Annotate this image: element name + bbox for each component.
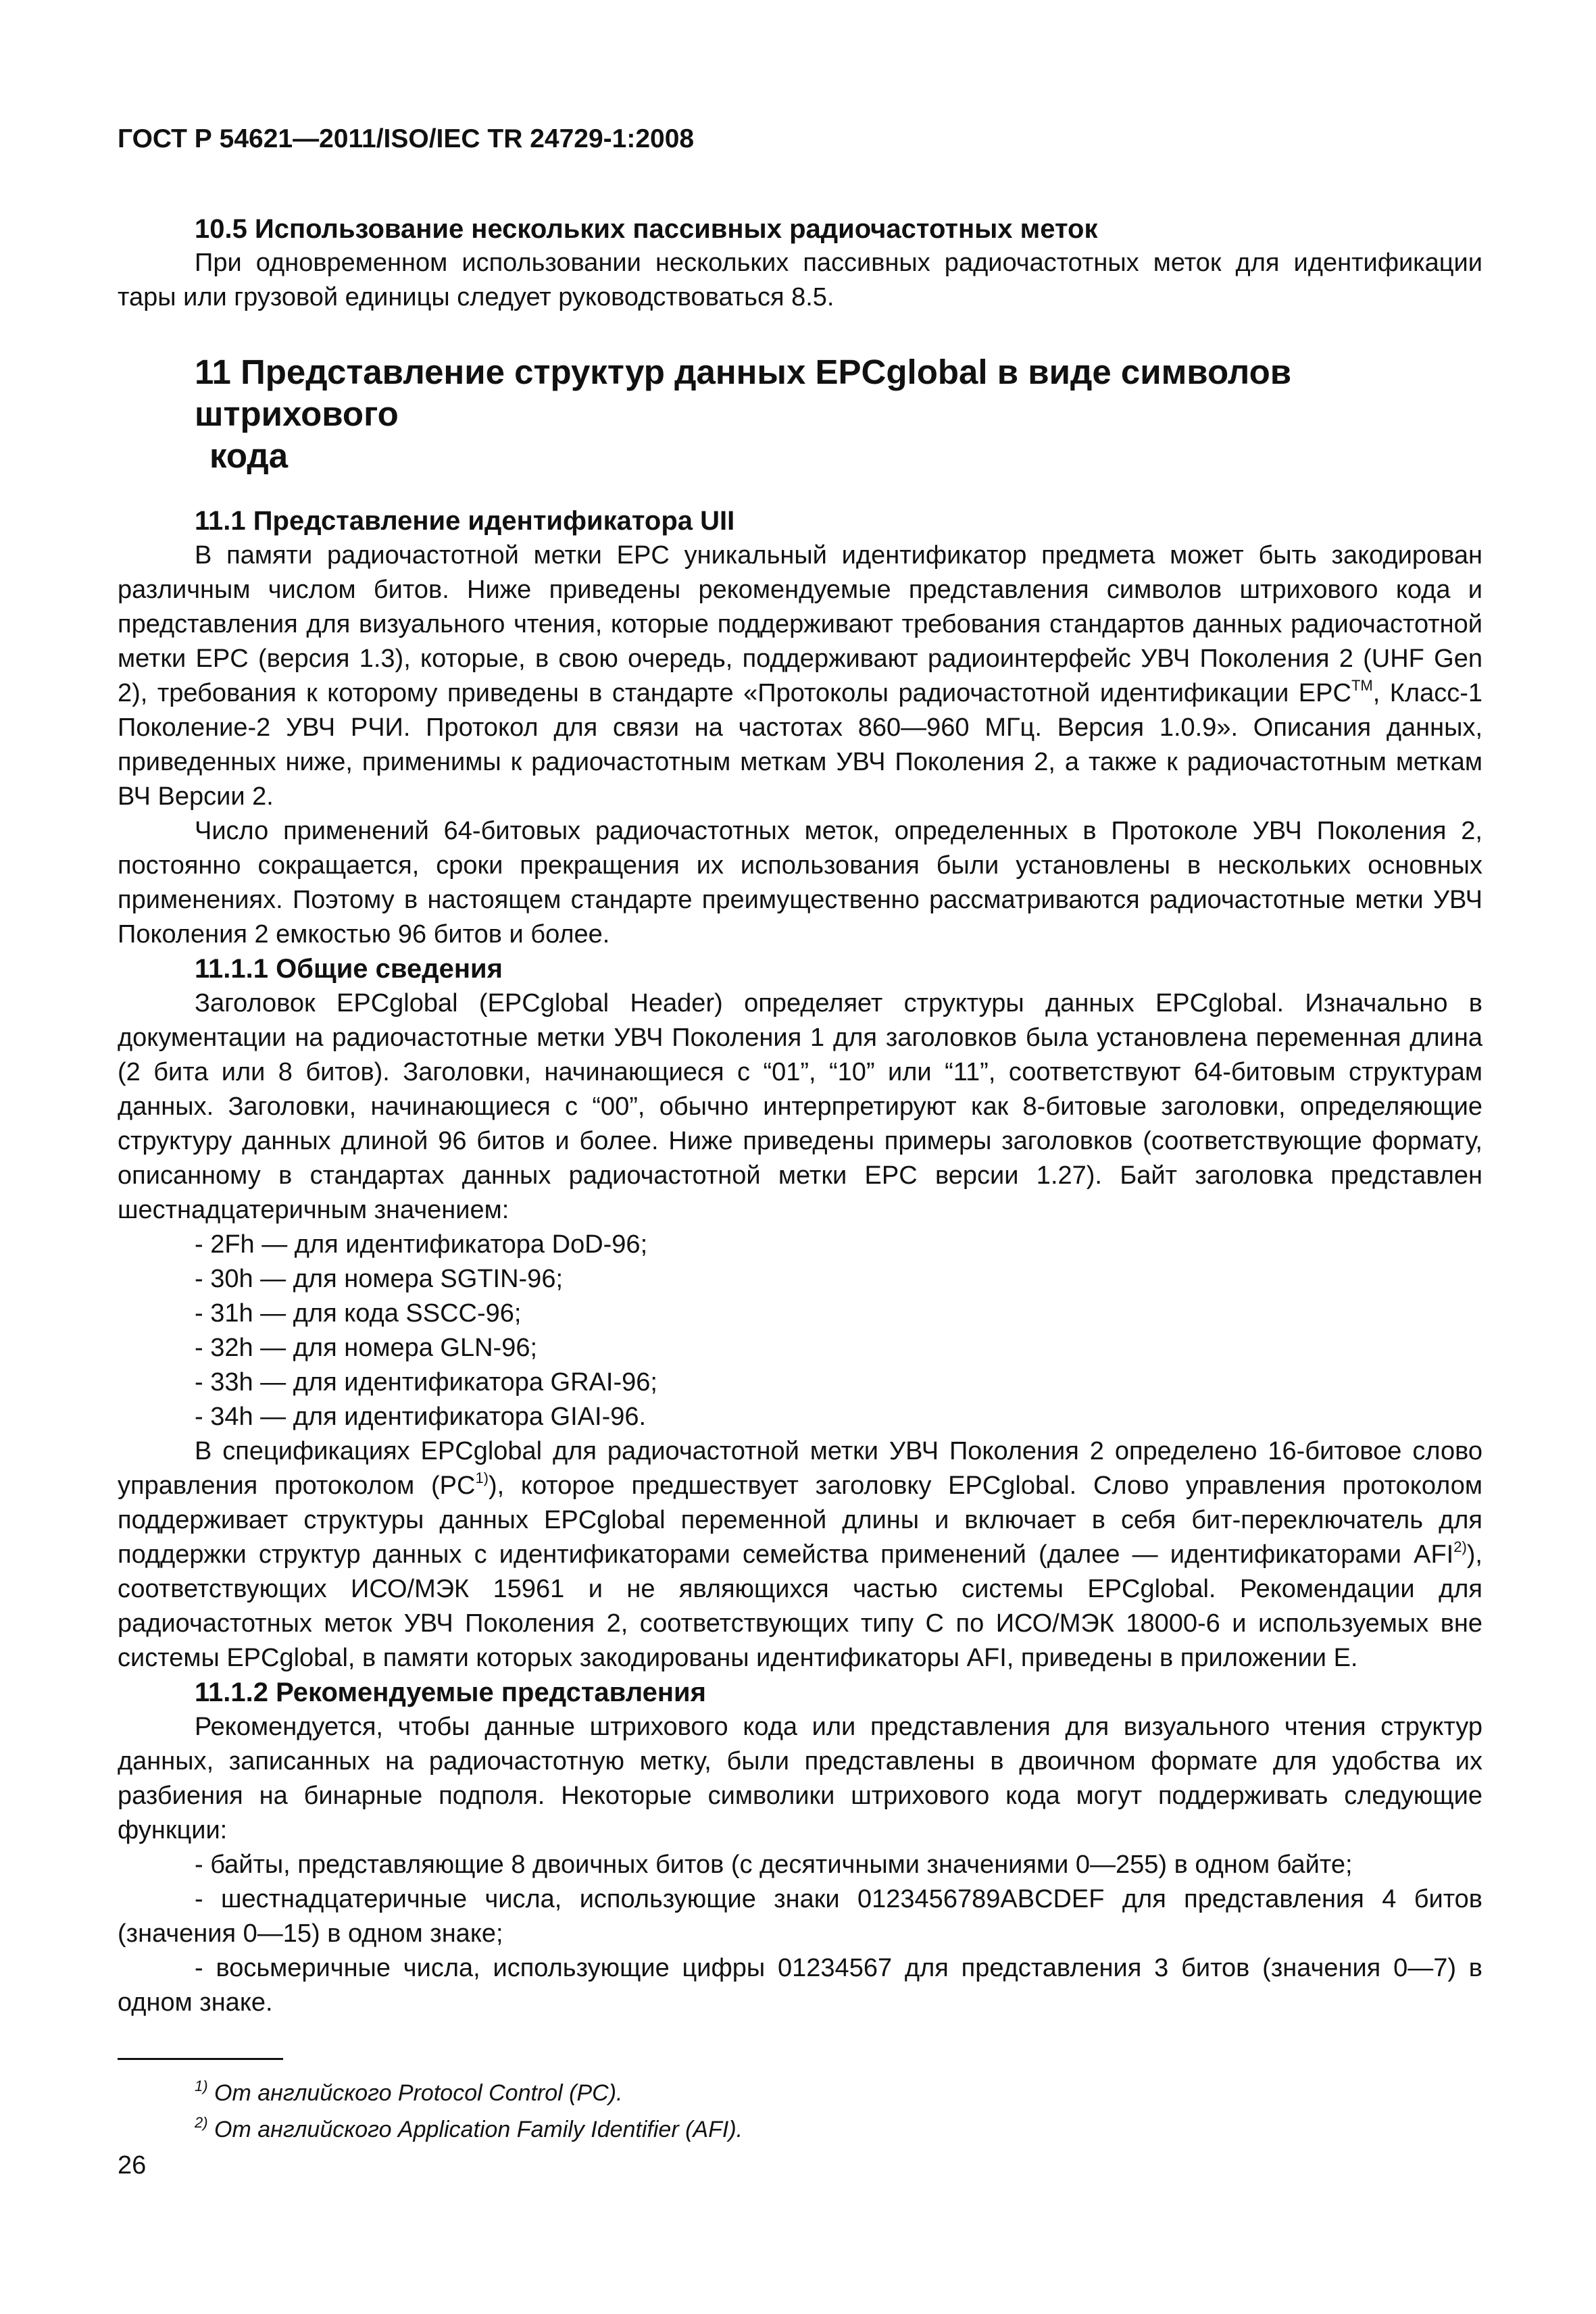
section-11-1-1-paragraph-1: Заголовок EPCglobal (EPCglobal Header) определяет структуры данных EPCglobal. Изначально в документации на радиочастотные метки УВЧ Поколения 1 для заголовков была установлена переменная длина (2 бита или 8 битов). Заголовки, начинающиеся с “01”, “10” или “11”, соответствуют 64-битовым структурам данных. Заголовки, начинающиеся с “00”, обычно интерпретируют как 8-битовые заголовки, определяющие структуру данных длиной 96 битов и более. Ниже приведены примеры заголовков (соответствующие формату, описанному в стандартах данных радиочастотной метки EPC версии 1.27). Байт заголовка представлен шестнадцатеричным значением: [118, 989, 1482, 1224]
section-11-title [118, 351, 1482, 477]
paragraph-text: ), которое предшествует заголовку EPCglobal. Слово управления протоколом поддерживает структуры данных EPCglobal переменной длины и включает в себя бит-переключатель для поддержки структур данных с идентификаторами семейства применений (далее — идентификаторами AFI [118, 1472, 1482, 1569]
footnote-2 [118, 2113, 1482, 2149]
footnote-divider [118, 2058, 283, 2060]
section-10-5-paragraph: При одновременном использовании нескольких пассивных радиочастотных меток для идентификации тары или грузовой единицы следует руководствоваться 8.5. [118, 249, 1482, 311]
section-11-1-paragraph-2: Число применений 64-битовых радиочастотных меток, определенных в Протоколе УВЧ Поколения 2, постоянно сокращается, сроки прекращения их использования были установлены в нескольких основных применениях. Поэтому в настоящем стандарте преимущественно рассматриваются радиочастотные метки УВЧ Поколения 2 емкостью 96 битов и более. [118, 817, 1482, 949]
paragraph-text: , Класс-1 Поколение-2 УВЧ РЧИ. Протокол для связи на частотах 860—960 МГц. Версия 1.0.9». Описания данных, приведенных ниже, применимы к радиочастотным меткам УВЧ Поколения 2, а также к радиочастотным меткам ВЧ Версии 2. [118, 679, 1482, 811]
trademark-superscript: TM [1351, 677, 1373, 694]
section-11-1-title: 11.1 Представление идентификатора UII [195, 506, 735, 536]
section-11-title-line1: 11 Представление структур данных EPCglobal в виде символов штрихового [195, 353, 1292, 433]
footnote-text: От английского Protocol Control (PC). [207, 2080, 623, 2106]
bullet-hex: - шестнадцатеричные числа, использующие знаки 0123456789ABCDEF для представления 4 битов (значения 0—15) в одном знаке; [118, 1885, 1482, 1948]
paragraph-text: ), соответствующих ИСО/МЭК 15961 и не являющихся частью системы EPCglobal. Рекомендации для радиочастотных меток УВЧ Поколения 2, соответствующих типу С по ИСО/МЭК 18000-6 и используемых вне системы EPCglobal, в памяти которых закодированы идентификаторы AFI, приведены в приложении Е. [118, 1540, 1482, 1672]
list-item: - 34h — для идентификатора GIAI-96. [195, 1403, 647, 1431]
bullet-bytes: - байты, представляющие 8 двоичных битов (с десятичными значениями 0—255) в одном байте; [195, 1851, 1353, 1879]
section-10-5-title: 10.5 Использование нескольких пассивных радиочастотных меток [195, 214, 1098, 244]
bullet-octal: - восьмеричные числа, использующие цифры 01234567 для представления 3 битов (значения 0—7) в одном знаке. [118, 1954, 1482, 2017]
section-11-1-2-paragraph-1: Рекомендуется, чтобы данные штрихового кода или представления для визуального чтения структур данных, записанных на радиочастотную метку, были представлены в двоичном формате для удобства их разбиения на бинарные подполя. Некоторые символики штрихового кода могут поддерживать следующие функции: [118, 1713, 1482, 1844]
footnote-1 [118, 2076, 1482, 2113]
list-item: - 2Fh — для идентификатора DoD-96; [195, 1230, 648, 1259]
section-11-1-paragraph-1 [118, 538, 1482, 814]
footnote-mark: 1) [195, 2078, 208, 2094]
paragraph-text: В памяти радиочастотной метки EPC уникальный идентификатор предмета может быть закодирован различным числом битов. Ниже приведены рекомендуемые представления символов штрихового кода и представления для визуального чтения, которые поддерживают требования стандартов данных радиочастотной метки EPC (версия 1.3), которые, в свою очередь, поддерживают радиоинтерфейс УВЧ Поколения 2 (UHF Gen 2), требования к которому приведены в стандарте «Протоколы радиочастотной идентификации EPC [118, 541, 1482, 707]
footnote-ref-2[interactable]: 2) [1453, 1538, 1467, 1555]
section-11-title-line2: кода [209, 436, 289, 475]
list-item: - 33h — для идентификатора GRAI-96; [195, 1368, 657, 1397]
paragraph-text: В спецификациях EPCglobal для радиочастотной метки УВЧ Поколения 2 определено 16-битовое слово управления протоколом (PC [118, 1437, 1482, 1500]
section-11-1-1-paragraph-2 [118, 1434, 1482, 1676]
section-11-1-2-title: 11.1.2 Рекомендуемые представления [195, 1678, 706, 1707]
page-number: 26 [118, 2151, 147, 2180]
document-page [118, 122, 1482, 2149]
list-item: - 30h — для номера SGTIN-96; [195, 1265, 564, 1293]
list-item: - 31h — для кода SSCC-96; [195, 1299, 522, 1328]
section-11-1-1-title: 11.1.1 Общие сведения [195, 954, 503, 984]
footnote-text: От английского Application Family Identifier (AFI). [207, 2117, 743, 2142]
document-header: ГОСТ Р 54621—2011/ISO/IEC TR 24729-1:2008 [118, 124, 695, 153]
list-item: - 32h — для номера GLN-96; [195, 1334, 538, 1362]
footnote-ref-1[interactable]: 1) [475, 1469, 489, 1486]
footnote-mark: 2) [195, 2114, 208, 2131]
